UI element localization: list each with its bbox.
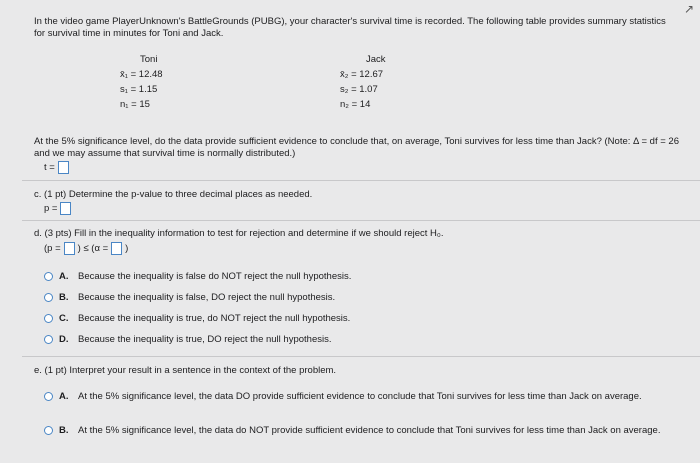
t-answer-row [44, 161, 69, 174]
t-input[interactable] [58, 161, 69, 174]
jack-n: n₂ = 14 [340, 99, 371, 110]
divider [22, 220, 700, 221]
inequality-row [44, 242, 128, 255]
option-text: Because the inequality is true, DO reject the null hypothesis. [78, 334, 332, 345]
problem-intro: In the video game PlayerUnknown's BattleGrounds (PUBG), your character's survival time is recorded. The following table provides summary statistics for survival time in minutes for Toni and Jack. [34, 16, 666, 39]
option-letter: B. [59, 425, 69, 436]
toni-stats [120, 52, 163, 112]
jack-stats [340, 52, 386, 112]
option-letter: A. [59, 271, 69, 282]
option-e-a[interactable] [44, 391, 684, 403]
option-text: At the 5% significance level, the data DO provide sufficient evidence to conclude that Toni survives for less time than Jack on average. [78, 391, 642, 402]
jack-sd: s₂ = 1.07 [340, 84, 378, 95]
ineq-mid: ) ≤ (α = [77, 243, 109, 254]
question-text: At the 5% significance level, do the data provide sufficient evidence to conclude that, on average, Toni survives for less time than Jack? (Note: Δ = df = 26 and we may assume that survival time is normally distributed.) [34, 136, 679, 159]
toni-n: n₁ = 15 [120, 99, 150, 110]
option-d-c[interactable] [44, 313, 350, 325]
radio-icon[interactable] [44, 314, 53, 323]
ineq-right: ) [125, 243, 129, 254]
ineq-alpha-input[interactable] [111, 242, 122, 255]
radio-icon[interactable] [44, 293, 53, 302]
radio-icon[interactable] [44, 392, 53, 401]
divider [22, 356, 700, 357]
corner-mark-icon: ↗ [683, 2, 694, 16]
option-letter: C. [59, 313, 69, 324]
p-answer-row [44, 202, 71, 215]
option-text: Because the inequality is true, do NOT reject the null hypothesis. [78, 313, 351, 324]
jack-header: Jack [366, 54, 386, 65]
option-letter: B. [59, 292, 69, 303]
radio-icon[interactable] [44, 426, 53, 435]
option-text: Because the inequality is false do NOT reject the null hypothesis. [78, 271, 352, 282]
option-d-a[interactable] [44, 271, 351, 283]
divider [22, 180, 700, 181]
option-d-d[interactable] [44, 334, 331, 346]
toni-mean: x̄₁ = 12.48 [120, 69, 163, 80]
option-text: Because the inequality is false, DO reject the null hypothesis. [78, 292, 336, 303]
option-d-b[interactable] [44, 292, 335, 304]
ineq-p-input[interactable] [64, 242, 75, 255]
option-letter: A. [59, 391, 69, 402]
jack-mean: x̄₂ = 12.67 [340, 69, 384, 80]
t-label: t = [44, 162, 55, 173]
radio-icon[interactable] [44, 272, 53, 281]
option-letter: D. [59, 334, 69, 345]
p-input[interactable] [60, 202, 71, 215]
part-c-text: c. (1 pt) Determine the p-value to three decimal places as needed. [34, 189, 313, 200]
ineq-left: (p = [44, 243, 61, 254]
p-label: p = [44, 203, 58, 214]
radio-icon[interactable] [44, 335, 53, 344]
option-e-b[interactable] [44, 425, 684, 437]
toni-header: Toni [140, 54, 158, 65]
toni-sd: s₁ = 1.15 [120, 84, 158, 95]
part-d-text: d. (3 pts) Fill in the inequality information to test for rejection and determine if we should reject H₀. [34, 228, 444, 239]
part-e-text: e. (1 pt) Interpret your result in a sentence in the context of the problem. [34, 365, 337, 376]
option-text: At the 5% significance level, the data do NOT provide sufficient evidence to conclude that Toni survives for less time than Jack on average. [78, 425, 661, 436]
